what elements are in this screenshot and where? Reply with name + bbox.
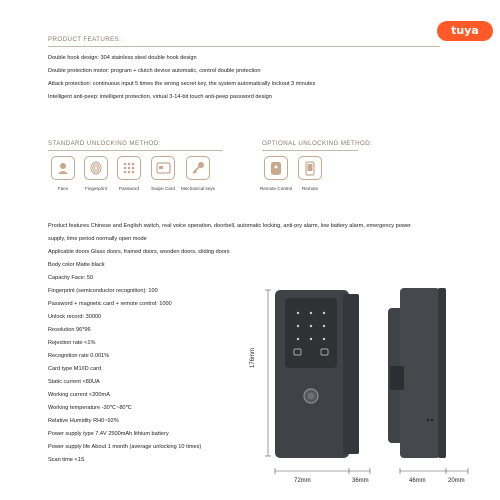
lock-product-image <box>240 278 500 500</box>
unlock-method-label: Fingerprint <box>85 186 107 191</box>
feature-item: Double protection motor: program + clutch device automatic, control double protection <box>48 68 261 74</box>
lock-side-strike <box>343 294 359 454</box>
unlock-method-label: Password <box>118 186 140 191</box>
spec-line: Body color Matte black <box>48 262 105 268</box>
spec-line: Working temperature -30℃~80℃ <box>48 405 132 411</box>
spec-line: Fingerprint (semiconductor recognition): 100 <box>48 288 158 294</box>
card-icon <box>151 156 175 180</box>
spec-line: Static current <80UA <box>48 379 100 385</box>
keypad-icon <box>117 156 141 180</box>
fingerprint-icon <box>84 156 108 180</box>
spec-line: Scan time <1S <box>48 457 85 463</box>
unlock-method-label: Mechanical keys <box>181 186 215 191</box>
feature-item: Intelligent anti-peep: intelligent protection, virtual 3-14-bit touch anti-peep password design <box>48 94 272 100</box>
phone-icon <box>298 156 322 180</box>
product-features-title: PRODUCT FEATURES: <box>48 36 122 43</box>
feature-item: Attack protection: continuous input 5 times the wrong secret key, the system automatically lockout 3 minutes <box>48 81 316 87</box>
key-icon <box>186 156 210 180</box>
side-width-label: 36mm <box>352 478 369 484</box>
unlock-method-label: Swipe Card <box>151 186 175 191</box>
back-side-width-label: 20mm <box>448 478 465 484</box>
section-divider <box>262 150 358 151</box>
remote-control-icon <box>264 156 288 180</box>
thumb-turn-knob <box>390 366 404 390</box>
face-icon <box>51 156 75 180</box>
height-label: 176mm <box>250 347 256 368</box>
spec-line: Relative Humidity RH0~92% <box>48 418 119 424</box>
front-width-label: 72mm <box>294 478 311 484</box>
spec-line: Recognition rate 0.001% <box>48 353 110 359</box>
spec-line: Applicable doors Glass doors, framed doors, wooden doors, sliding doors <box>48 249 230 255</box>
standard-unlocking-title: STANDARD UNLOCKING METHOD: <box>48 140 161 147</box>
spec-line: Product features Chinese and English switch, real voice operation, doorbell, automatic locking, anti-pry alarm, low battery alarm, emergency power <box>48 223 411 229</box>
unlock-method-label: Face <box>57 186 69 191</box>
spec-line: Capacity Face: 50 <box>48 275 94 281</box>
spec-line: Working current <200mA <box>48 392 110 398</box>
spec-line: Rejection rate <1% <box>48 340 96 346</box>
section-divider <box>48 46 440 47</box>
unlock-method-label: Remote <box>301 186 319 191</box>
optional-unlocking-title: OPTIONAL UNLOCKING METHOD: <box>262 140 373 147</box>
feature-item: Double hook design: 304 stainless steel double hook design <box>48 55 197 61</box>
spec-line: Power supply life About 1 month (average unlocking 10 times) <box>48 444 202 450</box>
back-width-label: 46mm <box>409 478 426 484</box>
unlock-method-label: Remote Control <box>259 186 293 191</box>
section-divider <box>48 150 223 151</box>
spec-line: Unlock record: 30000 <box>48 314 102 320</box>
spec-line: Resolution 96*96 <box>48 327 91 333</box>
spec-line: Power supply type 7.4V 2500mAh lithium battery <box>48 431 169 437</box>
spec-line: supply, time period normally open mode <box>48 236 147 242</box>
spec-line: Password + magnetic card + remote control: 1000 <box>48 301 172 307</box>
tuya-logo: tuya <box>437 21 493 41</box>
spec-line: Card type M1/ID card <box>48 366 102 372</box>
